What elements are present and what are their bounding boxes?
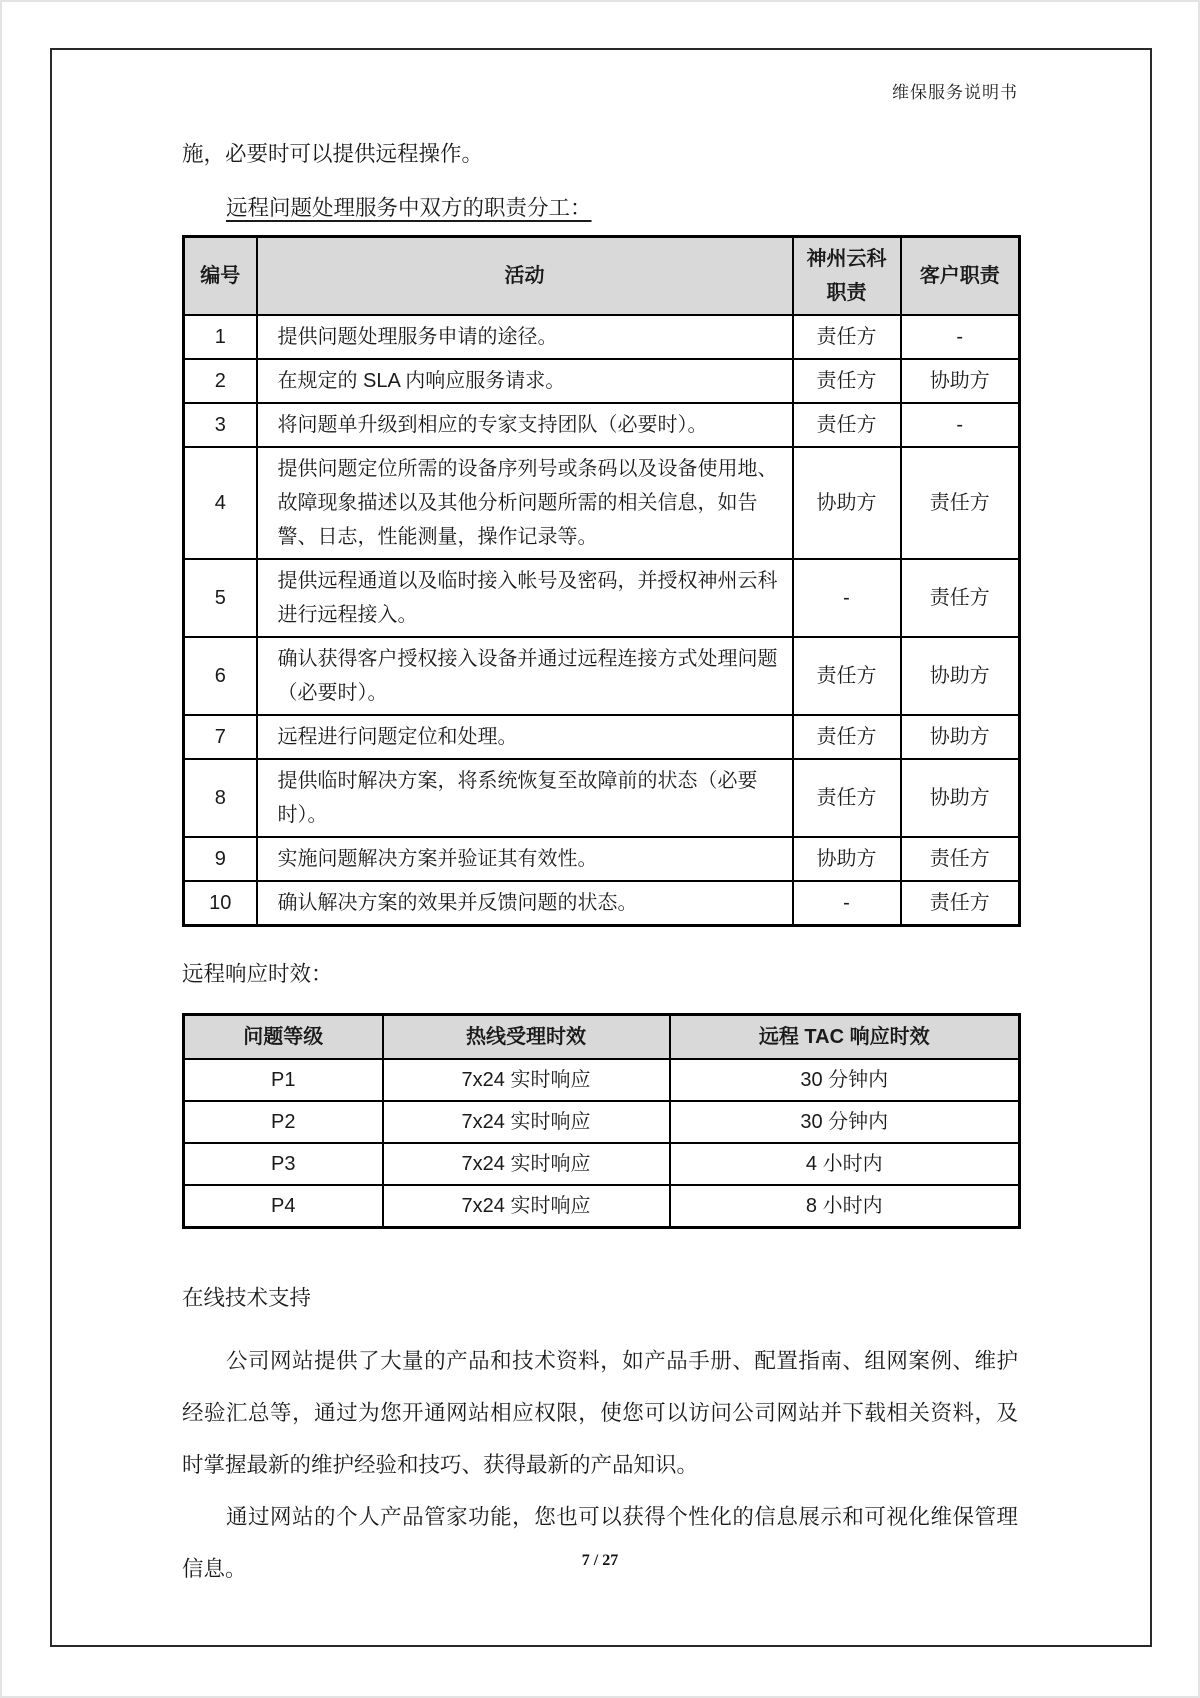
table-caption-text: 远程问题处理服务中双方的职责分工： (226, 196, 592, 220)
page-content (182, 0, 1018, 1595)
cell-activity: 提供远程通道以及临时接入帐号及密码，并授权神州云科进行远程接入。 (257, 559, 793, 637)
header-cell-yunke-line1: 神州云科 (806, 248, 887, 270)
cell-no: 2 (184, 359, 257, 403)
cell-customer: 责任方 (901, 881, 1020, 926)
header-cell-hotline: 热线受理时效 (383, 1015, 670, 1060)
table-row (184, 837, 1020, 881)
cell-no: 7 (184, 715, 257, 759)
body-paragraph: 通过网站的个人产品管家功能，您也可以获得个性化的信息展示和可视化维保管理信息。 (182, 1505, 1018, 1581)
cell-activity: 远程进行问题定位和处理。 (257, 715, 793, 759)
cell-customer: - (901, 315, 1020, 359)
page-footer: 7 / 27 (581, 1552, 619, 1569)
cell-tac: 8 小时内 (670, 1185, 1020, 1228)
cell-level: P2 (184, 1101, 383, 1143)
table-row (184, 403, 1020, 447)
response-timing-table (182, 1013, 1021, 1229)
header-cell-activity: 活动 (257, 237, 793, 316)
cell-level: P1 (184, 1059, 383, 1101)
cell-no: 3 (184, 403, 257, 447)
header-cell-level: 问题等级 (184, 1015, 383, 1060)
header-cell-yunke-line2: 职责 (826, 282, 867, 304)
cell-activity: 实施问题解决方案并验证其有效性。 (257, 837, 793, 881)
table-row (184, 559, 1020, 637)
table-row (184, 1143, 1020, 1185)
cell-yunke: 责任方 (793, 759, 901, 837)
cell-yunke: 责任方 (793, 715, 901, 759)
cell-activity: 在规定的 SLA 内响应服务请求。 (257, 359, 793, 403)
cell-activity: 确认获得客户授权接入设备并通过远程连接方式处理问题（必要时）。 (257, 637, 793, 715)
cell-customer: 责任方 (901, 559, 1020, 637)
response-table-header-row (184, 1015, 1020, 1060)
cell-hotline: 7x24 实时响应 (383, 1059, 670, 1101)
cell-customer: 责任方 (901, 837, 1020, 881)
responsibility-table (182, 235, 1021, 927)
cell-customer: - (901, 403, 1020, 447)
cell-hotline: 7x24 实时响应 (383, 1101, 670, 1143)
table-row (184, 359, 1020, 403)
table-row (184, 1101, 1020, 1143)
paragraph-continuation: 施，必要时可以提供远程操作。 (182, 142, 484, 166)
cell-no: 5 (184, 559, 257, 637)
cell-yunke: 责任方 (793, 315, 901, 359)
cell-hotline: 7x24 实时响应 (383, 1143, 670, 1185)
cell-tac: 4 小时内 (670, 1143, 1020, 1185)
cell-no: 4 (184, 447, 257, 559)
cell-activity: 提供临时解决方案，将系统恢复至故障前的状态（必要时）。 (257, 759, 793, 837)
header-cell-tac: 远程 TAC 响应时效 (670, 1015, 1020, 1060)
cell-no: 1 (184, 315, 257, 359)
cell-no: 8 (184, 759, 257, 837)
cell-yunke: 协助方 (793, 447, 901, 559)
table-row (184, 447, 1020, 559)
cell-customer: 协助方 (901, 759, 1020, 837)
table-row (184, 881, 1020, 926)
header-cell-no: 编号 (184, 237, 257, 316)
table-row (184, 315, 1020, 359)
header-cell-yunke (793, 237, 901, 316)
online-support-heading: 在线技术支持 (182, 1286, 312, 1310)
header-cell-customer: 客户职责 (901, 237, 1020, 316)
page-header-title: 维保服务说明书 (892, 83, 1018, 102)
cell-activity: 提供问题定位所需的设备序列号或条码以及设备使用地、故障现象描述以及其他分析问题所需的相关信息，如告警、日志，性能测量，操作记录等。 (257, 447, 793, 559)
cell-activity: 确认解决方案的效果并反馈问题的状态。 (257, 881, 793, 926)
cell-yunke: 协助方 (793, 837, 901, 881)
table-row (184, 1059, 1020, 1101)
cell-activity: 提供问题处理服务申请的途径。 (257, 315, 793, 359)
table-row (184, 715, 1020, 759)
table-row (184, 637, 1020, 715)
cell-yunke: - (793, 881, 901, 926)
cell-customer: 责任方 (901, 447, 1020, 559)
cell-level: P4 (184, 1185, 383, 1228)
cell-no: 9 (184, 837, 257, 881)
response-timing-heading: 远程响应时效： (182, 962, 333, 986)
table-row (184, 1185, 1020, 1228)
cell-tac: 30 分钟内 (670, 1101, 1020, 1143)
cell-hotline: 7x24 实时响应 (383, 1185, 670, 1228)
cell-yunke: 责任方 (793, 359, 901, 403)
body-paragraph: 公司网站提供了大量的产品和技术资料，如产品手册、配置指南、组网案例、维护经验汇总等，通过为您开通网站相应权限，使您可以访问公司网站并下载相关资料，及时掌握最新的维护经验和技巧、获得最新的产品知识。 (182, 1349, 1018, 1477)
cell-yunke: - (793, 559, 901, 637)
cell-yunke: 责任方 (793, 403, 901, 447)
cell-no: 6 (184, 637, 257, 715)
cell-activity: 将问题单升级到相应的专家支持团队（必要时）。 (257, 403, 793, 447)
cell-tac: 30 分钟内 (670, 1059, 1020, 1101)
table-row (184, 759, 1020, 837)
responsibility-table-header-row (184, 237, 1020, 316)
cell-yunke: 责任方 (793, 637, 901, 715)
cell-customer: 协助方 (901, 359, 1020, 403)
cell-customer: 协助方 (901, 715, 1020, 759)
cell-no: 10 (184, 881, 257, 926)
table-caption (182, 193, 1018, 223)
cell-level: P3 (184, 1143, 383, 1185)
cell-customer: 协助方 (901, 637, 1020, 715)
